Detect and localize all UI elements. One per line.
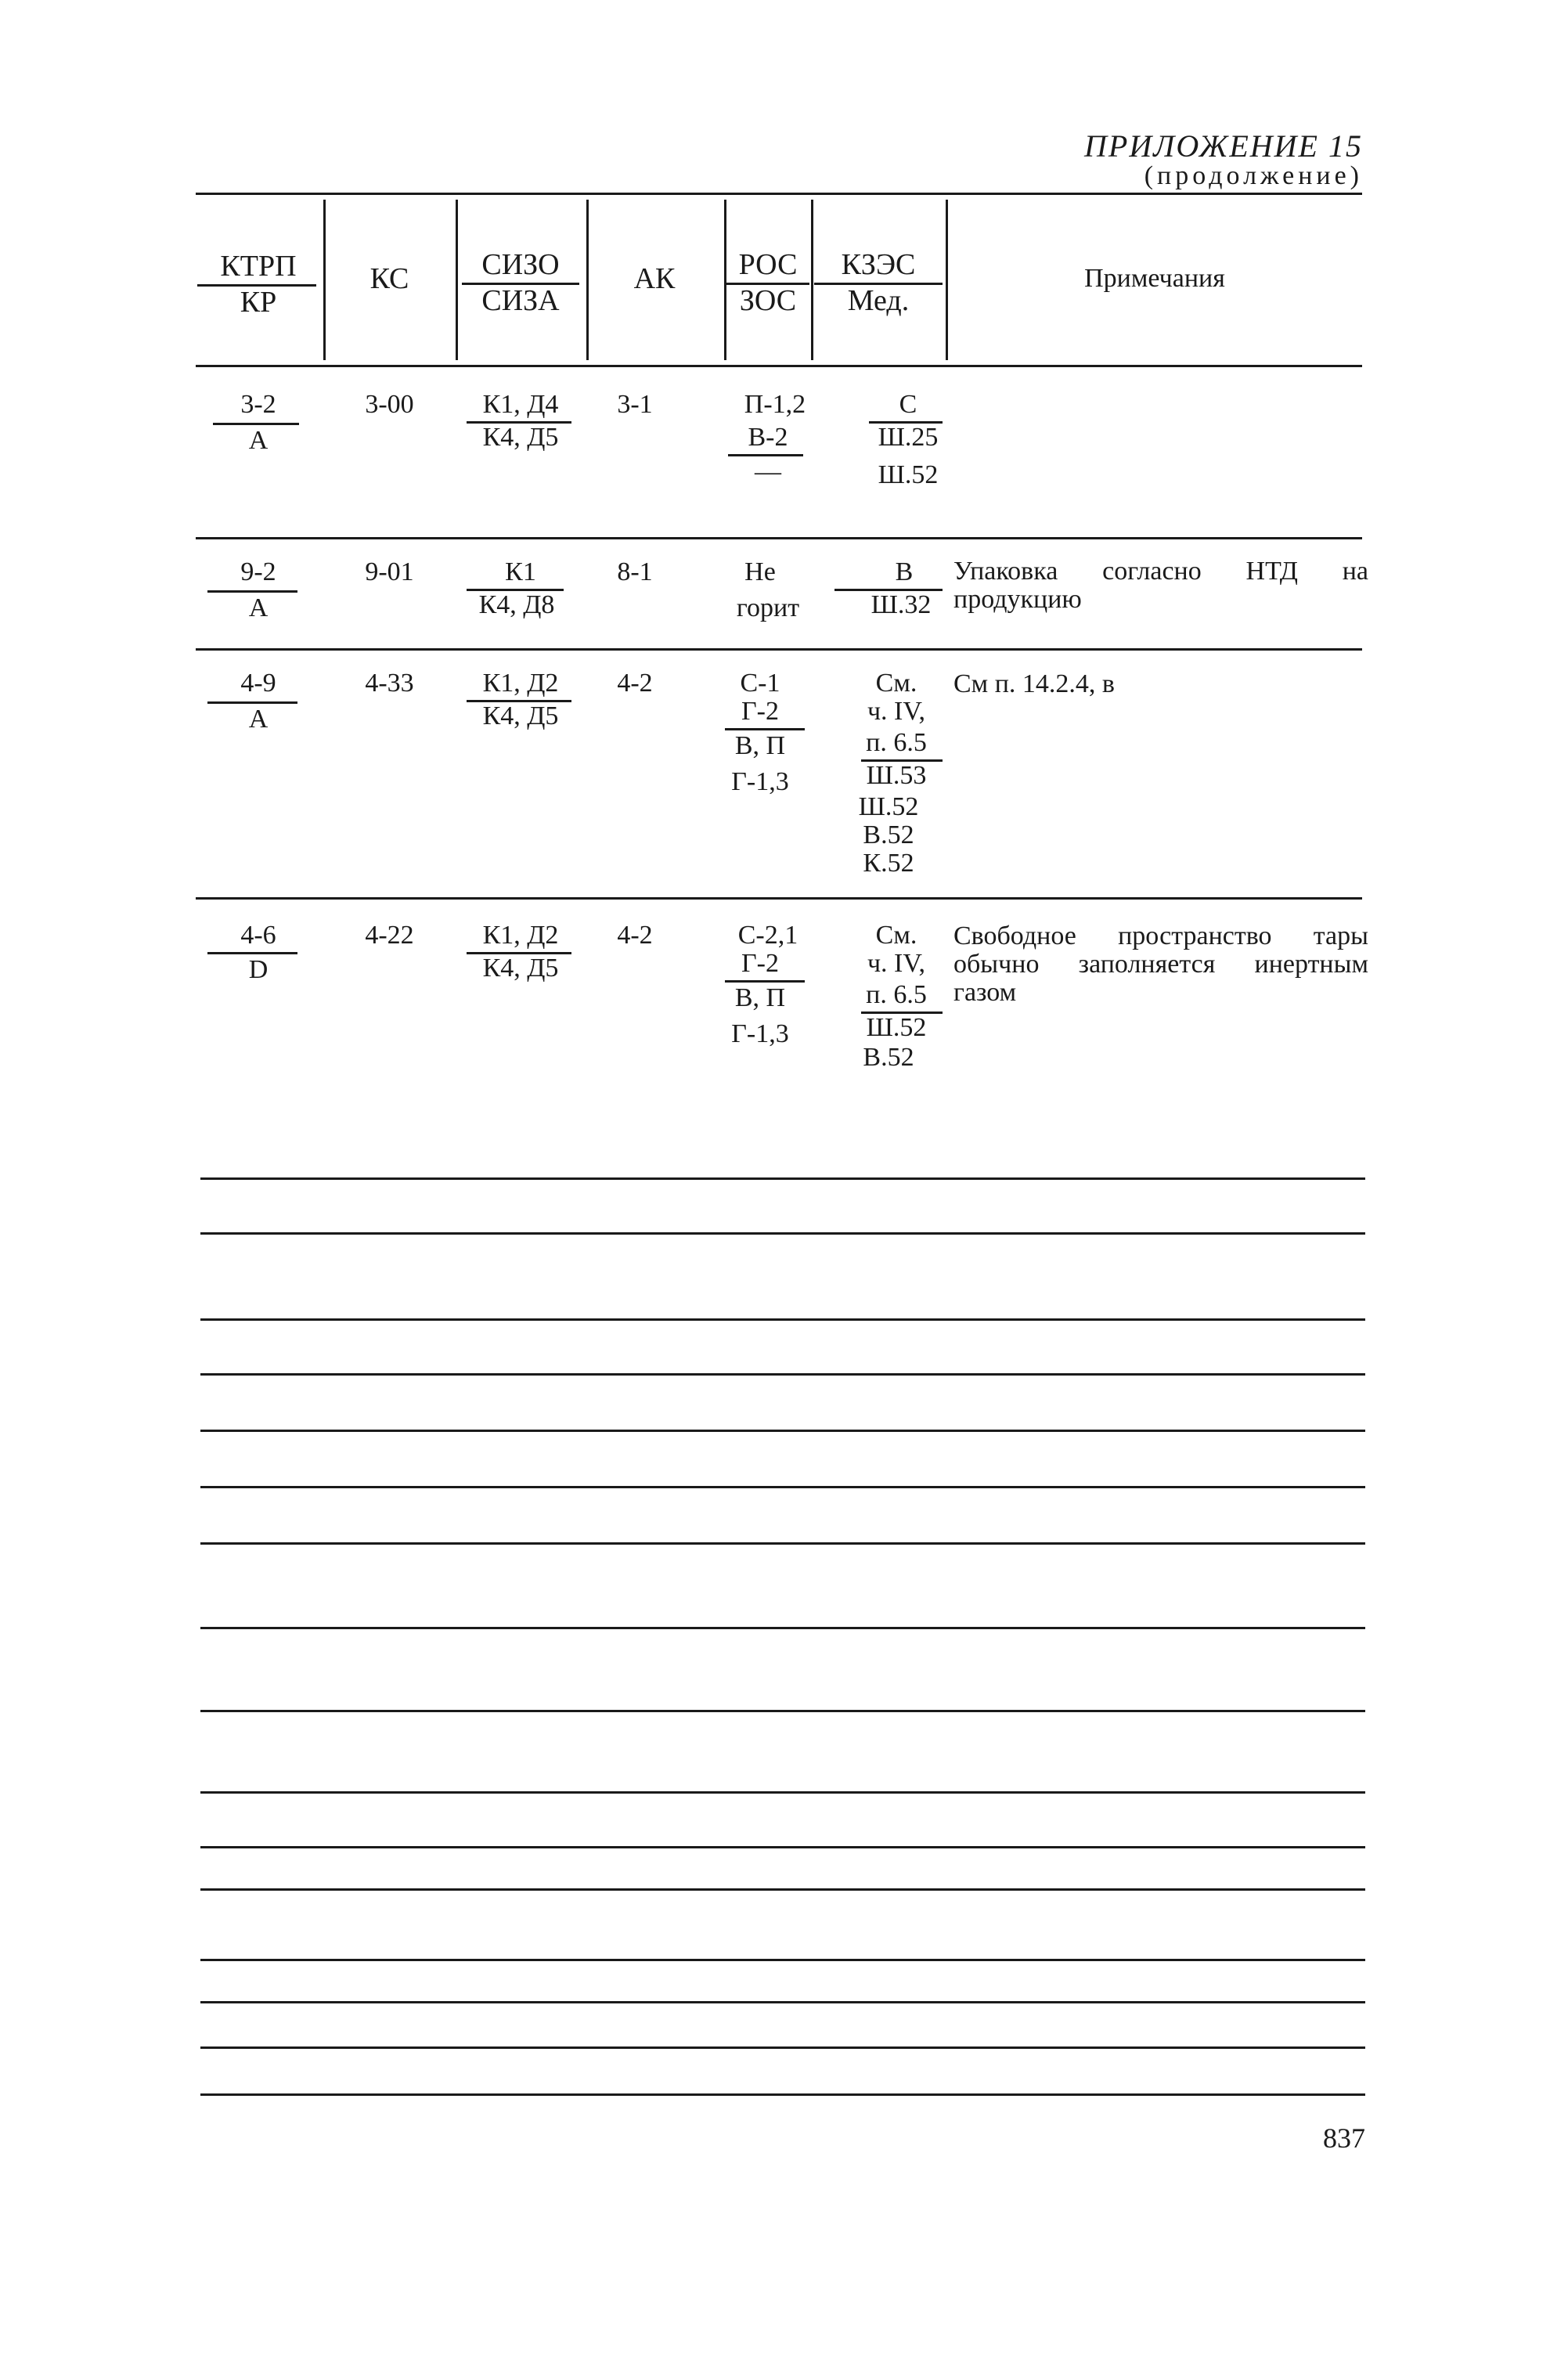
col-sizo-top: СИЗО: [481, 248, 560, 281]
ruled-line: [200, 1177, 1365, 1180]
row2-ros-2: горит: [736, 593, 800, 622]
ruled-line: [200, 1791, 1365, 1794]
ruled-line: [200, 1542, 1365, 1545]
row3-kzes-3: п. 6.5: [866, 728, 927, 757]
appendix-title: ПРИЛОЖЕНИЕ 15: [1084, 128, 1363, 164]
row1-ros-line: [728, 454, 803, 456]
row-divider-3: [196, 897, 1362, 900]
row4-ros-2: Г-2: [741, 949, 779, 978]
row4-siza: К4, Д5: [482, 954, 559, 983]
row4-ktrp: 4-6: [240, 921, 276, 950]
row3-siza: К4, Д5: [482, 701, 559, 730]
row2-med-1: Ш.32: [871, 590, 932, 619]
ruled-line: [200, 1627, 1365, 1629]
row1-ros-2: В-2: [748, 423, 788, 452]
col-ros-top: РОС: [738, 248, 798, 281]
header-sep-1: [323, 200, 326, 360]
ruled-line: [200, 2046, 1365, 2049]
row3-zos-1: В, П: [734, 731, 786, 760]
row2-note: Упаковка согласно НТД на продукцию: [953, 557, 1368, 614]
row1-ks: 3-00: [365, 390, 414, 419]
row4-ros-line: [725, 980, 805, 983]
row-divider-2: [196, 648, 1362, 651]
page-number: 837: [1323, 2122, 1365, 2154]
row1-med-1: Ш.25: [878, 423, 939, 452]
row3-ak: 4-2: [617, 669, 653, 698]
row1-med-2: Ш.52: [878, 460, 939, 489]
row4-ks: 4-22: [365, 921, 414, 950]
row1-ak: 3-1: [617, 390, 653, 419]
row3-kzes-1: См.: [875, 669, 917, 698]
row3-med-1: Ш.53: [866, 761, 927, 790]
row4-kzes-1: См.: [875, 921, 917, 950]
row2-ak: 8-1: [617, 557, 653, 586]
row3-zos-2: Г-1,3: [731, 767, 789, 796]
row4-note: Свободное пространство тары обычно заполняется инертным газом: [953, 921, 1368, 1007]
row1-ktrp-line: [213, 423, 299, 425]
header-bottom-rule: [196, 365, 1362, 367]
ruled-line: [200, 1959, 1365, 1961]
row2-sizo: К1: [505, 557, 536, 586]
row3-med-3: В.52: [863, 820, 914, 849]
row3-ktrp-line: [207, 701, 297, 704]
col-ktrp-top: КТРП: [220, 250, 297, 283]
row3-kzes-2: ч. IV,: [867, 697, 926, 726]
row1-kzes-1: С: [899, 390, 917, 419]
header-sep-4: [724, 200, 726, 360]
row4-ros-1: С-2,1: [737, 921, 798, 950]
row2-ros-1: Не: [744, 557, 776, 586]
row3-ros-2: Г-2: [741, 697, 779, 726]
row2-kr: А: [248, 593, 269, 622]
row4-med-1: Ш.52: [866, 1013, 927, 1042]
ruled-line: [200, 1888, 1365, 1891]
row3-note: См п. 14.2.4, в: [953, 669, 1115, 698]
row4-kr: D: [248, 955, 269, 984]
appendix-subtitle: (продолжение): [1144, 161, 1363, 190]
col-ak: АК: [633, 262, 676, 295]
row1-zos-1: —: [755, 457, 781, 486]
row-divider-1: [196, 537, 1362, 539]
col-notes: Примечания: [1084, 264, 1225, 293]
col-siza-bottom: СИЗА: [481, 284, 560, 317]
row3-ks: 4-33: [365, 669, 414, 698]
row4-kzes-3: п. 6.5: [866, 980, 927, 1009]
row2-ktrp: 9-2: [240, 557, 276, 586]
col-kzes-top: КЗЭС: [841, 248, 916, 281]
row3-sizo: К1, Д2: [482, 669, 559, 698]
row4-med-2: В.52: [863, 1043, 914, 1072]
ruled-line: [200, 1486, 1365, 1488]
header-sep-5: [811, 200, 813, 360]
header-sep-3: [586, 200, 589, 360]
row4-sizo: К1, Д2: [482, 921, 559, 950]
ruled-line: [200, 1846, 1365, 1848]
row3-ros-line: [725, 728, 805, 730]
row1-sizo: К1, Д4: [482, 390, 559, 419]
row4-zos-1: В, П: [734, 983, 786, 1012]
col-zos-bottom: ЗОС: [739, 284, 797, 317]
row1-siza: К4, Д5: [482, 423, 559, 452]
row1-kr: А: [248, 426, 269, 455]
ruled-line: [200, 1232, 1365, 1235]
row4-ak: 4-2: [617, 921, 653, 950]
row3-ktrp: 4-9: [240, 669, 276, 698]
ruled-line: [200, 1430, 1365, 1432]
row3-kr: А: [248, 705, 269, 734]
header-sep-6: [946, 200, 948, 360]
ruled-line: [200, 1373, 1365, 1376]
row1-ros-1: П-1,2: [744, 390, 806, 419]
ruled-line: [200, 1710, 1365, 1712]
row2-ktrp-line: [207, 590, 297, 593]
ruled-line: [200, 1318, 1365, 1321]
col-ktrp-bottom: КР: [240, 286, 277, 319]
row4-kzes-2: ч. IV,: [867, 949, 926, 978]
row4-zos-2: Г-1,3: [731, 1019, 789, 1048]
col-ks: КС: [369, 262, 409, 295]
row3-med-4: К.52: [863, 849, 914, 878]
header-sep-2: [456, 200, 458, 360]
row2-siza: К4, Д8: [478, 590, 555, 619]
row1-ktrp: 3-2: [240, 390, 276, 419]
row3-ros-1: С-1: [740, 669, 780, 698]
table-top-rule: [196, 193, 1362, 195]
row4-ktrp-line: [207, 952, 297, 954]
col-med-bottom: Мед.: [847, 284, 910, 317]
ruled-line: [200, 2093, 1365, 2096]
ruled-line: [200, 2001, 1365, 2003]
row3-med-2: Ш.52: [858, 792, 919, 821]
row2-ks: 9-01: [365, 557, 414, 586]
row2-kzes-1: В: [895, 557, 914, 586]
